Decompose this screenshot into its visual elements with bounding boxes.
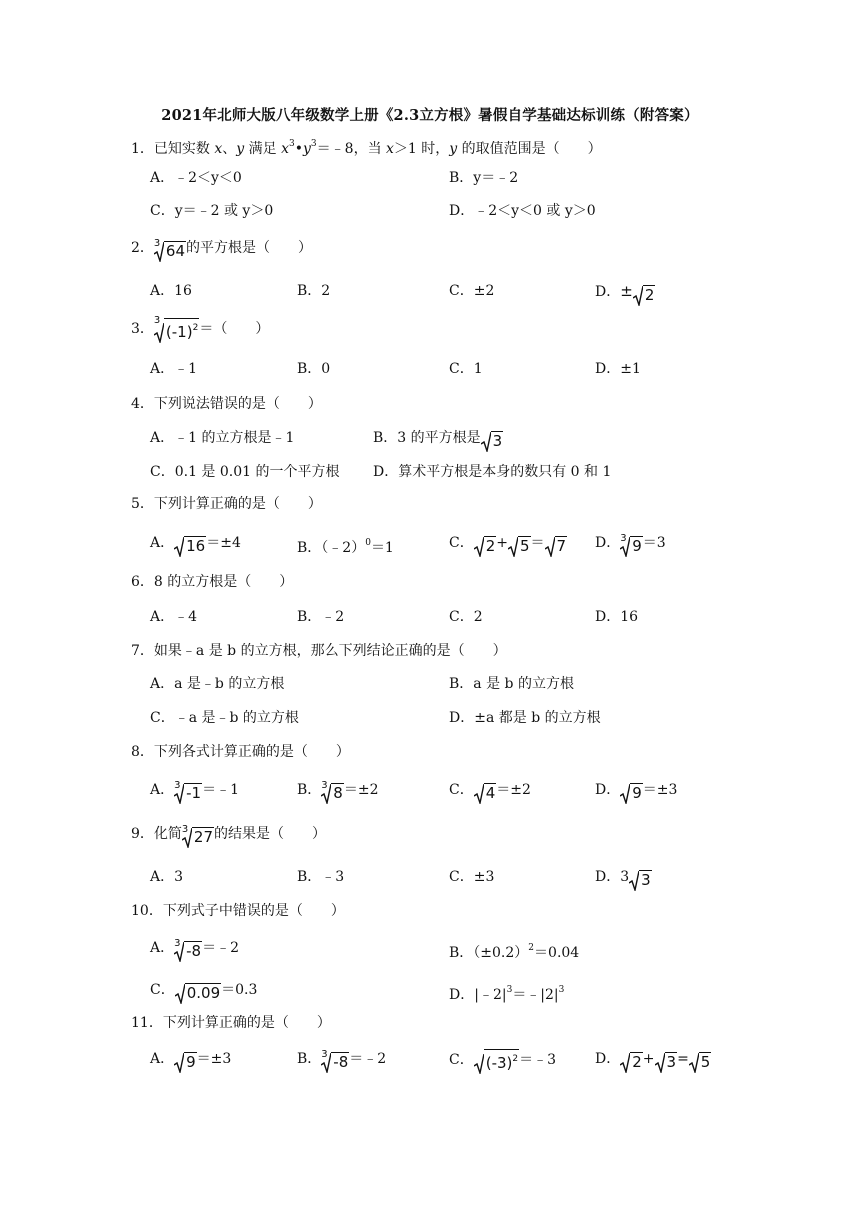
q11-c-label: C． [449, 1052, 474, 1068]
radical-sign-icon [474, 537, 484, 557]
cube-root-neg8 [174, 938, 202, 962]
cube-root-neg8 [321, 1049, 349, 1073]
q1-text-c: ＝﹣8，当 [316, 141, 387, 157]
q8-a-result: ＝﹣1 [202, 782, 240, 798]
q1-text-b: 满足 [244, 141, 282, 157]
q10-a-result: ＝﹣2 [202, 940, 240, 956]
q8-option-b [297, 780, 378, 804]
root-index: 3 [181, 824, 189, 835]
q10-option-d [449, 980, 564, 1005]
q1-text-a: 1．已知实数 [131, 141, 215, 157]
q2-text: 的平方根是（ ） [186, 240, 313, 256]
radicand: 0.09 [186, 984, 221, 1002]
sqrt-neg3-squared [474, 1049, 519, 1074]
sqrt-3 [629, 870, 652, 891]
radical-sign-icon [174, 942, 184, 962]
q11-a-result: ＝±3 [196, 1051, 232, 1067]
q1-var-y: y [236, 141, 245, 157]
radical-sign-icon [629, 871, 639, 891]
plus-minus-sign: ± [620, 282, 633, 300]
question-5-stem: 5．下列计算正确的是（ ） [131, 496, 322, 512]
q1-option-a: A．﹣2＜y＜0 [150, 170, 242, 186]
q7-option-d: D．±a 都是 b 的立方根 [449, 710, 601, 726]
radicand: (-3) [485, 1054, 513, 1072]
cube-root-27 [181, 824, 214, 848]
q1-exp-1: 3 [289, 139, 295, 149]
radical-sign-icon [182, 828, 192, 848]
radical-sign-icon [321, 1053, 331, 1073]
q8-c-result: ＝±2 [496, 782, 531, 798]
radicand: 3 [666, 1053, 677, 1071]
cube-root-9 [620, 533, 643, 557]
radical-sign-icon [620, 537, 630, 557]
q2-d-label: D． [595, 284, 621, 300]
radicand: 4 [485, 784, 496, 802]
radical-sign-icon [174, 1053, 184, 1073]
radicand-exponent: 2 [512, 1054, 519, 1064]
q4-option-d: D．算术平方根是本身的数只有 0 和 1 [373, 464, 612, 480]
sqrt-7 [545, 536, 568, 557]
q10-c-result: ＝0.3 [221, 982, 258, 998]
q10-option-b [449, 938, 579, 963]
sqrt-5 [508, 536, 531, 557]
radicand: -8 [186, 942, 202, 960]
equals-sign: ＝ [530, 535, 545, 551]
radical-sign-icon [655, 1053, 665, 1073]
q5-a-result: ＝±4 [206, 535, 241, 551]
question-3-stem [131, 315, 270, 343]
q2-option-c: C．±2 [449, 283, 495, 299]
q8-b-label: B． [297, 782, 322, 798]
question-1-stem [131, 134, 602, 159]
q11-option-c [449, 1049, 556, 1074]
q10-a-label: A． [150, 940, 175, 956]
q8-d-result: ＝±3 [642, 782, 678, 798]
radicand: 2 [632, 1053, 642, 1071]
q6-option-d: D．16 [595, 609, 639, 625]
question-2-stem [131, 238, 312, 262]
q11-option-b [297, 1049, 386, 1073]
q2-number: 2． [131, 240, 154, 256]
q5-option-c [449, 533, 567, 557]
q11-a-label: A． [150, 1051, 175, 1067]
radical-sign-icon [175, 984, 185, 1004]
sqrt-4 [474, 783, 497, 804]
q5-b-exponent: 0 [365, 538, 371, 548]
radical-sign-icon [321, 784, 331, 804]
q10-c-label: C． [150, 982, 175, 998]
q1-dot: • [294, 141, 303, 157]
radicand: 5 [700, 1053, 711, 1071]
sqrt-3 [481, 431, 504, 452]
radicand: 8 [333, 784, 343, 802]
sqrt-2 [474, 536, 497, 557]
q11-c-result: ＝﹣3 [519, 1052, 557, 1068]
q10-b-text: B．（±0.2） [449, 945, 529, 961]
q4-b-text: B．3 的平方根是 [373, 430, 481, 446]
q5-option-b [297, 533, 394, 558]
sqrt-2 [620, 1052, 643, 1073]
q2-option-d [595, 281, 655, 306]
radicand: 27 [193, 828, 214, 846]
root-index: 3 [174, 938, 181, 949]
q1-sep: 、 [222, 141, 237, 157]
q1-var-y3: y [303, 141, 311, 157]
q1-var-x: x [214, 141, 223, 157]
q10-option-c [150, 980, 257, 1004]
q3-option-b: B．0 [297, 361, 331, 377]
q5-d-label: D． [595, 535, 621, 551]
q11-option-a [150, 1049, 231, 1073]
q10-d-text: D．|﹣2| [449, 987, 507, 1003]
sqrt-16 [174, 536, 206, 557]
radicand: 5 [520, 537, 530, 555]
radical-sign-icon [154, 323, 164, 343]
q2-option-a: A．16 [150, 283, 192, 299]
sqrt-9 [620, 783, 643, 804]
q1-option-c: C．y＝﹣2 或 y＞0 [150, 203, 274, 219]
equals-sign: = [677, 1051, 689, 1067]
root-index: 3 [321, 780, 328, 791]
question-11-stem: 11．下列计算正确的是（ ） [131, 1015, 331, 1031]
q11-option-d [595, 1049, 711, 1073]
radicand: 16 [186, 537, 206, 555]
radicand-exponent: 2 [192, 323, 199, 333]
q6-option-a: A．﹣4 [150, 609, 198, 625]
q10-d-exponent-2: 3 [558, 985, 565, 995]
q5-b-result: ＝1 [370, 540, 394, 556]
radicand: 9 [632, 537, 642, 555]
q5-d-result: ＝3 [642, 535, 666, 551]
q8-option-c [449, 780, 531, 804]
q9-number: 9．化简 [131, 826, 182, 842]
radicand: 64 [165, 242, 186, 260]
root-index: 3 [153, 238, 161, 249]
sqrt-9 [174, 1052, 197, 1073]
plus-sign: + [642, 1051, 655, 1067]
question-10-stem: 10．下列式子中错误的是（ ） [131, 903, 345, 919]
q8-option-a [150, 780, 239, 804]
q8-c-label: C． [449, 782, 474, 798]
radical-sign-icon [174, 537, 184, 557]
q6-option-c: C．2 [449, 609, 483, 625]
q3-text: ＝（ ） [199, 321, 270, 337]
q8-b-result: ＝±2 [343, 782, 379, 798]
q11-b-label: B． [297, 1051, 322, 1067]
q10-b-exponent: 2 [528, 943, 535, 953]
q1-option-d: D．﹣2＜y＜0 或 y＞0 [449, 203, 596, 219]
root-index: 3 [174, 780, 181, 791]
q7-option-c: C．﹣a 是﹣b 的立方根 [150, 710, 299, 726]
sqrt-2 [633, 285, 656, 306]
q4-option-c: C．0.1 是 0.01 的一个平方根 [150, 464, 340, 480]
q10-b-result: ＝0.04 [534, 945, 580, 961]
plus-sign: + [496, 535, 508, 551]
question-7-stem: 7．如果﹣a 是 b 的立方根，那么下列结论正确的是（ ） [131, 643, 507, 659]
q10-option-a [150, 938, 239, 962]
q5-option-a [150, 533, 241, 557]
q5-c-label: C． [449, 535, 474, 551]
q1-var-x2: x [386, 141, 394, 157]
q3-option-a: A．﹣1 [150, 361, 198, 377]
root-index: 3 [620, 533, 627, 544]
radicand: -1 [186, 784, 202, 802]
q3-number: 3． [131, 321, 154, 337]
q9-option-b: B．﹣3 [297, 869, 345, 885]
radical-sign-icon [474, 1054, 484, 1074]
q1-option-b: B．y＝﹣2 [449, 170, 519, 186]
q9-option-a: A．3 [150, 869, 184, 885]
sqrt-5 [689, 1052, 712, 1073]
radical-sign-icon [154, 242, 164, 262]
q11-b-result: ＝﹣2 [349, 1051, 387, 1067]
q4-option-a: A．﹣1 的立方根是﹣1 [150, 430, 295, 446]
root-index: 3 [153, 315, 161, 326]
radical-sign-icon [474, 784, 484, 804]
q7-option-b: B．a 是 b 的立方根 [449, 676, 574, 692]
q1-exp-2: 3 [310, 139, 317, 149]
question-9-stem [131, 824, 326, 848]
radicand: 3 [492, 432, 503, 450]
question-4-stem: 4．下列说法错误的是（ ） [131, 396, 322, 412]
q3-option-d: D．±1 [595, 361, 641, 377]
radicand: 9 [186, 1053, 196, 1071]
q5-b-text: B．（﹣2） [297, 540, 366, 556]
q1-var-x3: x [281, 141, 289, 157]
radicand: 7 [556, 537, 567, 555]
radicand: -8 [333, 1053, 349, 1071]
radicand: 2 [644, 286, 655, 304]
radicand: 3 [641, 871, 651, 889]
q6-option-b: B．﹣2 [297, 609, 345, 625]
radical-sign-icon [174, 784, 184, 804]
cube-root-neg1-squared [153, 315, 199, 343]
q8-a-label: A． [150, 782, 175, 798]
q9-d-label: D．3 [595, 869, 630, 885]
radical-sign-icon [620, 784, 630, 804]
radical-sign-icon [508, 537, 518, 557]
radicand-group [484, 1049, 519, 1072]
root-index: 3 [321, 1049, 328, 1060]
q9-text: 的结果是（ ） [214, 826, 327, 842]
q10-d-mid: ＝﹣|2| [512, 987, 559, 1003]
radicand: (-1) [165, 323, 193, 341]
q9-option-c: C．±3 [449, 869, 495, 885]
radicand-group [164, 318, 199, 341]
cube-root-64 [153, 238, 186, 262]
sqrt-0.09 [175, 983, 221, 1004]
q3-option-c: C．1 [449, 361, 483, 377]
question-6-stem: 6．8 的立方根是（ ） [131, 574, 294, 590]
radical-sign-icon [633, 286, 643, 306]
radicand: 9 [632, 784, 642, 802]
page-title: 2021年北师大版八年级数学上册《2.3立方根》暑假自学基础达标训练（附答案） [161, 107, 699, 124]
radical-sign-icon [481, 432, 491, 452]
q8-option-d [595, 780, 677, 804]
q1-text-e: 的取值范围是（ ） [457, 141, 602, 157]
radical-sign-icon [620, 1053, 630, 1073]
q4-option-b [373, 428, 503, 452]
cube-root-neg1 [174, 780, 202, 804]
cube-root-8 [321, 780, 344, 804]
q11-d-label: D． [595, 1051, 621, 1067]
q2-option-b: B．2 [297, 283, 331, 299]
q5-option-d [595, 533, 666, 557]
q8-d-label: D． [595, 782, 621, 798]
q1-var-y2: y [449, 141, 458, 157]
q9-option-d [595, 867, 652, 891]
q7-option-a: A．a 是﹣b 的立方根 [150, 676, 285, 692]
radicand: 2 [485, 537, 496, 555]
question-8-stem: 8．下列各式计算正确的是（ ） [131, 744, 350, 760]
radical-sign-icon [689, 1053, 699, 1073]
sqrt-3 [655, 1052, 678, 1073]
q1-text-d: ＞1 时， [393, 141, 450, 157]
q5-a-label: A． [150, 535, 175, 551]
q10-d-exponent-1: 3 [506, 985, 513, 995]
radical-sign-icon [545, 537, 555, 557]
